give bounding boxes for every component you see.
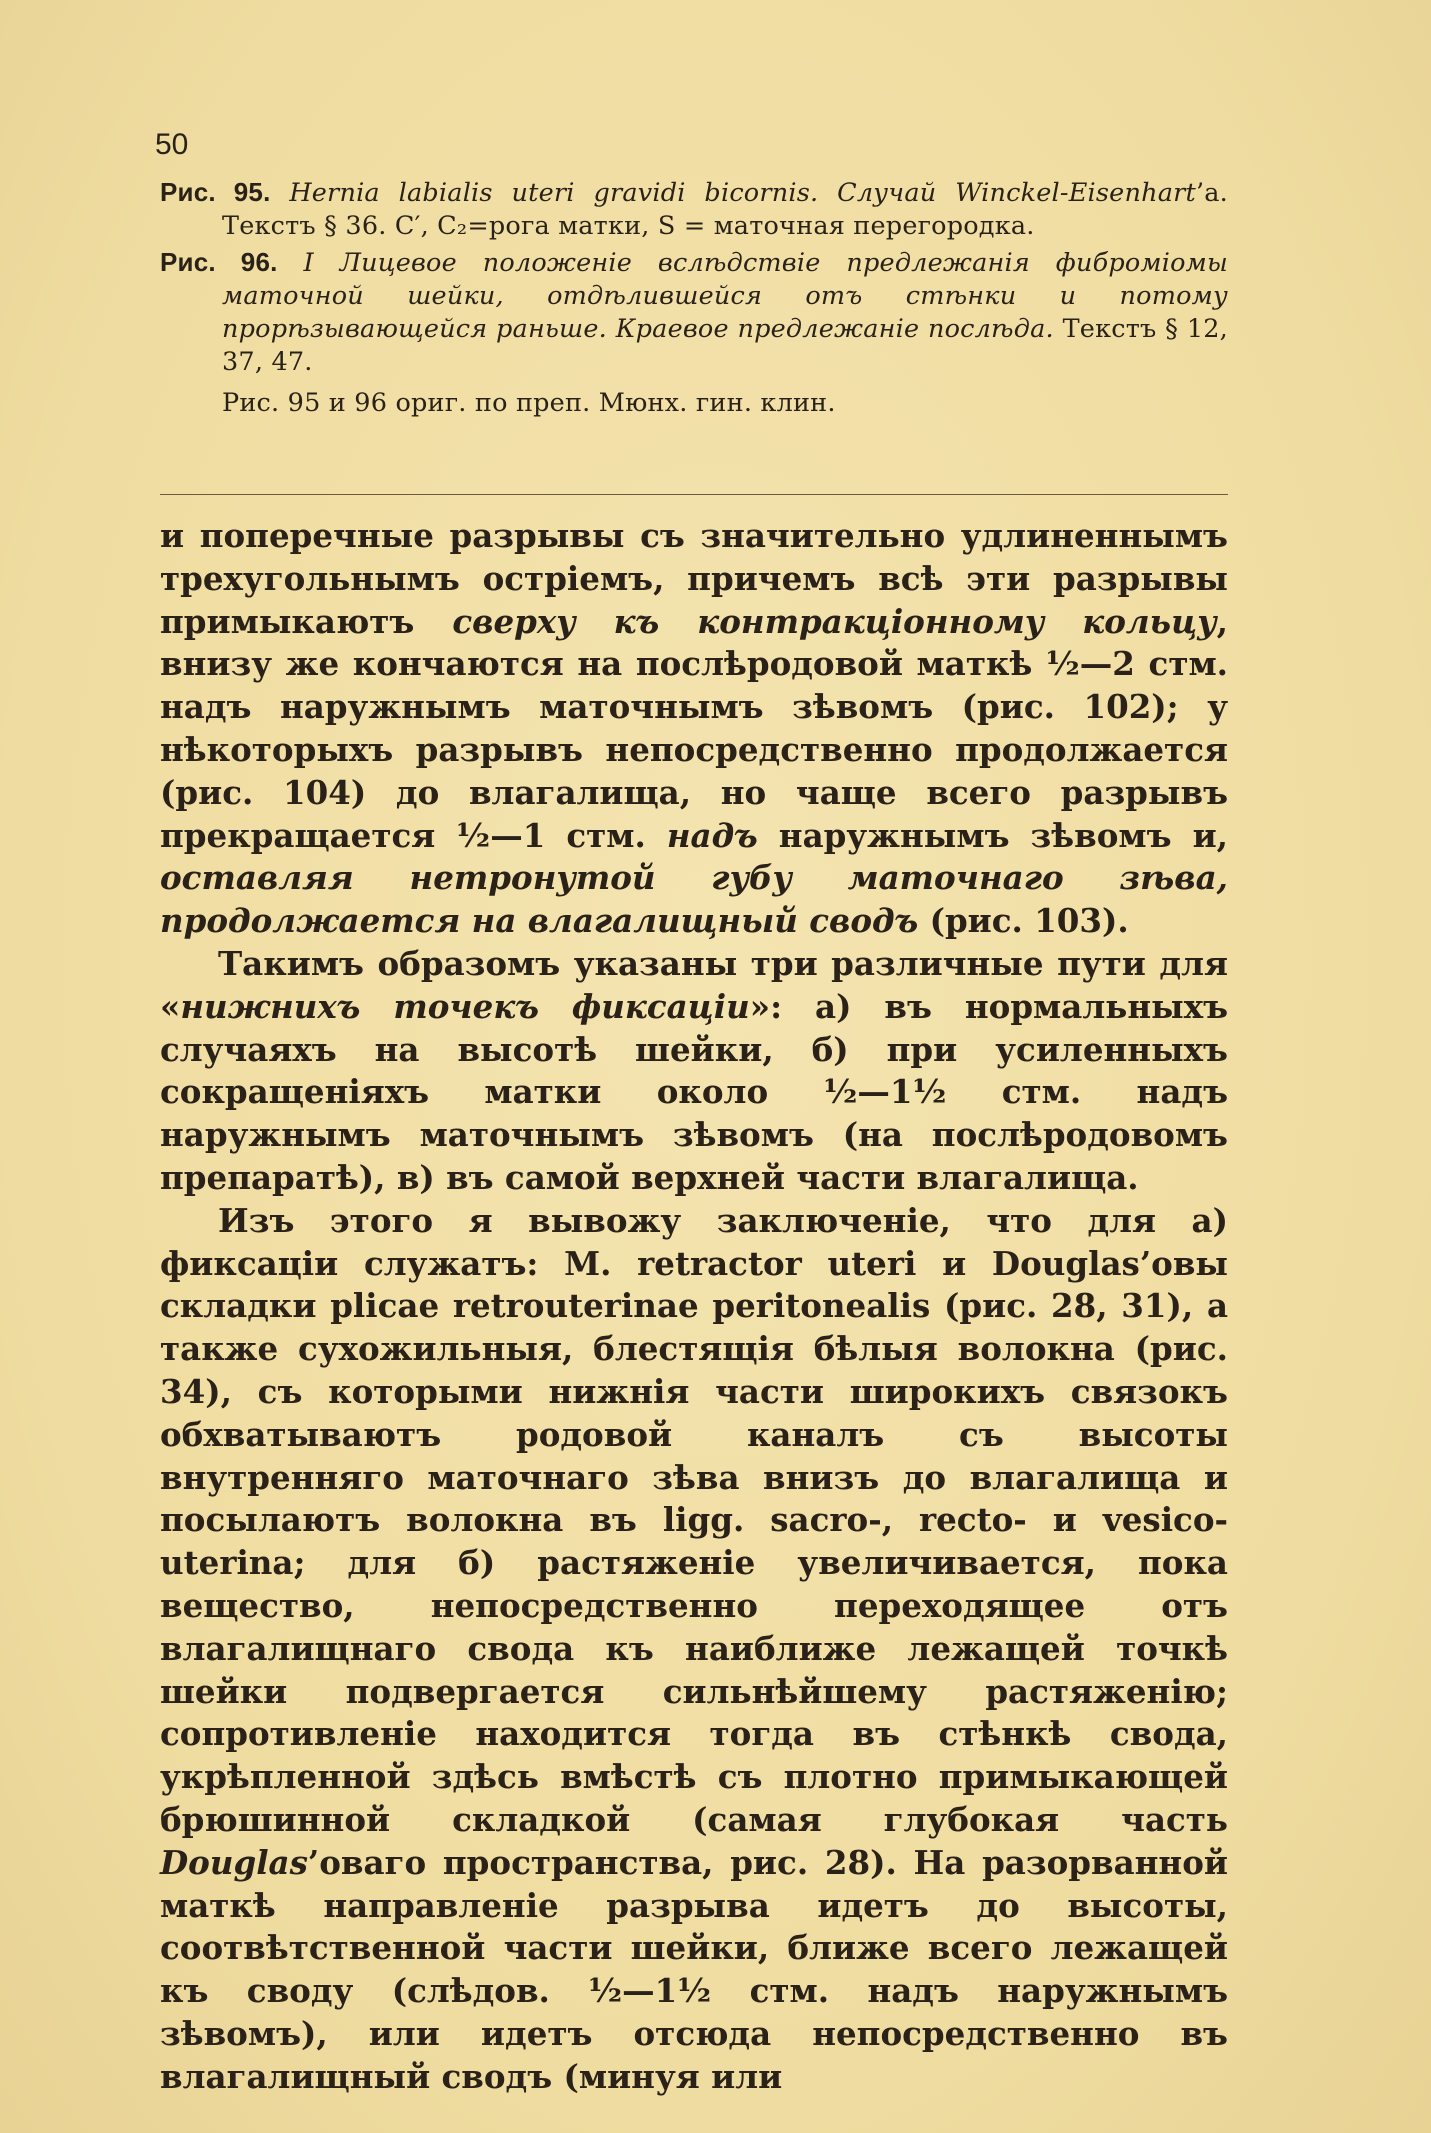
caption-fig-95 <box>160 176 1228 243</box>
figure-captions <box>160 176 1228 423</box>
page-number: 50 <box>155 128 189 161</box>
italic-text: надъ <box>666 815 758 855</box>
text-run: и поперечные разрывы съ значительно удлиненнымъ трехугольнымъ остріемъ, причемъ всѣ эти разрывы примыкаютъ <box>160 516 1228 641</box>
caption-source-note: Рис. 95 и 96 ориг. по преп. Мюнх. гин. клин. <box>222 388 836 418</box>
text-run: , внизу же кончаются на послѣродовой маткѣ ½—2 стм. надъ наружнымъ маточнымъ зѣвомъ (рис. 102); у нѣкоторыхъ разрывъ непосредственно продолжается (рис. 104) до влагалища, но чаще всего разрывъ прекращается ½—1 стм. <box>160 601 1228 855</box>
caption-italic: I Лицевое положеніе вслѣдствіе предлежанія фибромiомы маточной шейки, отдѣлившейся отъ стѣнки и потому прорѣзывающейся раньше. Краевое предлежаніе послѣда. <box>222 248 1228 344</box>
caption-italic: Hernia labialis uteri gravidi bicornis. Случай Winckel-Eisenhart <box>289 178 1196 208</box>
body-text <box>160 515 1228 2098</box>
caption-text: Текстъ § 12, 37, 47. <box>222 314 1228 377</box>
caption-divider <box>160 494 1228 495</box>
italic-text: нижнихъ точекъ фиксаціи <box>180 986 750 1026</box>
paragraph <box>160 515 1228 943</box>
caption-fig-96 <box>160 246 1228 379</box>
caption-label: Рис. 95. <box>160 177 271 207</box>
caption-text: ’а. Текстъ § 36. C′, C₂=рога матки, S = маточная перегородка. <box>222 178 1228 241</box>
caption-label: Рис. 96. <box>160 247 278 277</box>
text-run: наружнымъ зѣвомъ и, <box>757 815 1228 855</box>
italic-text: оставляя нетронутой губу маточнаго зѣва, продолжается на влагалищный сводъ <box>160 858 1228 941</box>
text-run: Такимъ образомъ указаны три различные пути для « <box>160 943 1228 1026</box>
text-run: »: а) въ нормальныхъ случаяхъ на высотѣ шейки, б) при усиленныхъ сокращеніяхъ матки около ½—1½ стм. надъ наружнымъ маточнымъ зѣвомъ (на послѣродовомъ препаратѣ), в) въ самой верхней части влагалища. <box>160 986 1228 1197</box>
paragraph <box>160 1200 1228 2099</box>
paragraph <box>160 943 1228 1200</box>
italic-text: Douglas <box>160 1842 308 1882</box>
text-run: ’оваго пространства, рис. 28). На разорванной маткѣ направленіе разрыва идетъ до высоты, соотвѣтственной части шейки, ближе всего лежащей къ своду (слѣдов. ½—1½ стм. надъ наружнымъ зѣвомъ), или идетъ отсюда непосредственно въ влагалищный сводъ (минуя или <box>160 1842 1228 2096</box>
italic-text: сверху къ контракціонному кольцу <box>452 601 1217 641</box>
text-run: (рис. 103). <box>918 901 1129 941</box>
text-run: Изъ этого я вывожу заключеніе, что для а) фиксаціи служатъ: M. retractor uteri и Douglas’овы складки plicae retrouterinae peritonealis (рис. 28, 31), а также сухожильныя, блестящія бѣлыя волокна (рис. 34), съ которыми нижнія части широкихъ связокъ обхватываютъ родовой каналъ съ высоты внутренняго маточнаго зѣва внизъ до влагалища и посылаютъ волокна въ ligg. sacro-, recto- и vesico-uterina; для б) растяженіе увеличивается, пока вещество, непосредственно переходящее отъ влагалищнаго свода къ наиближе лежащей точкѣ шейки подвергается сильнѣйшему растяженію; сопротивленіе находится тогда въ стѣнкѣ свода, укрѣпленной здѣсь вмѣстѣ съ плотно примыкающей брюшинной складкой (самая глубокая часть <box>160 1200 1228 1839</box>
